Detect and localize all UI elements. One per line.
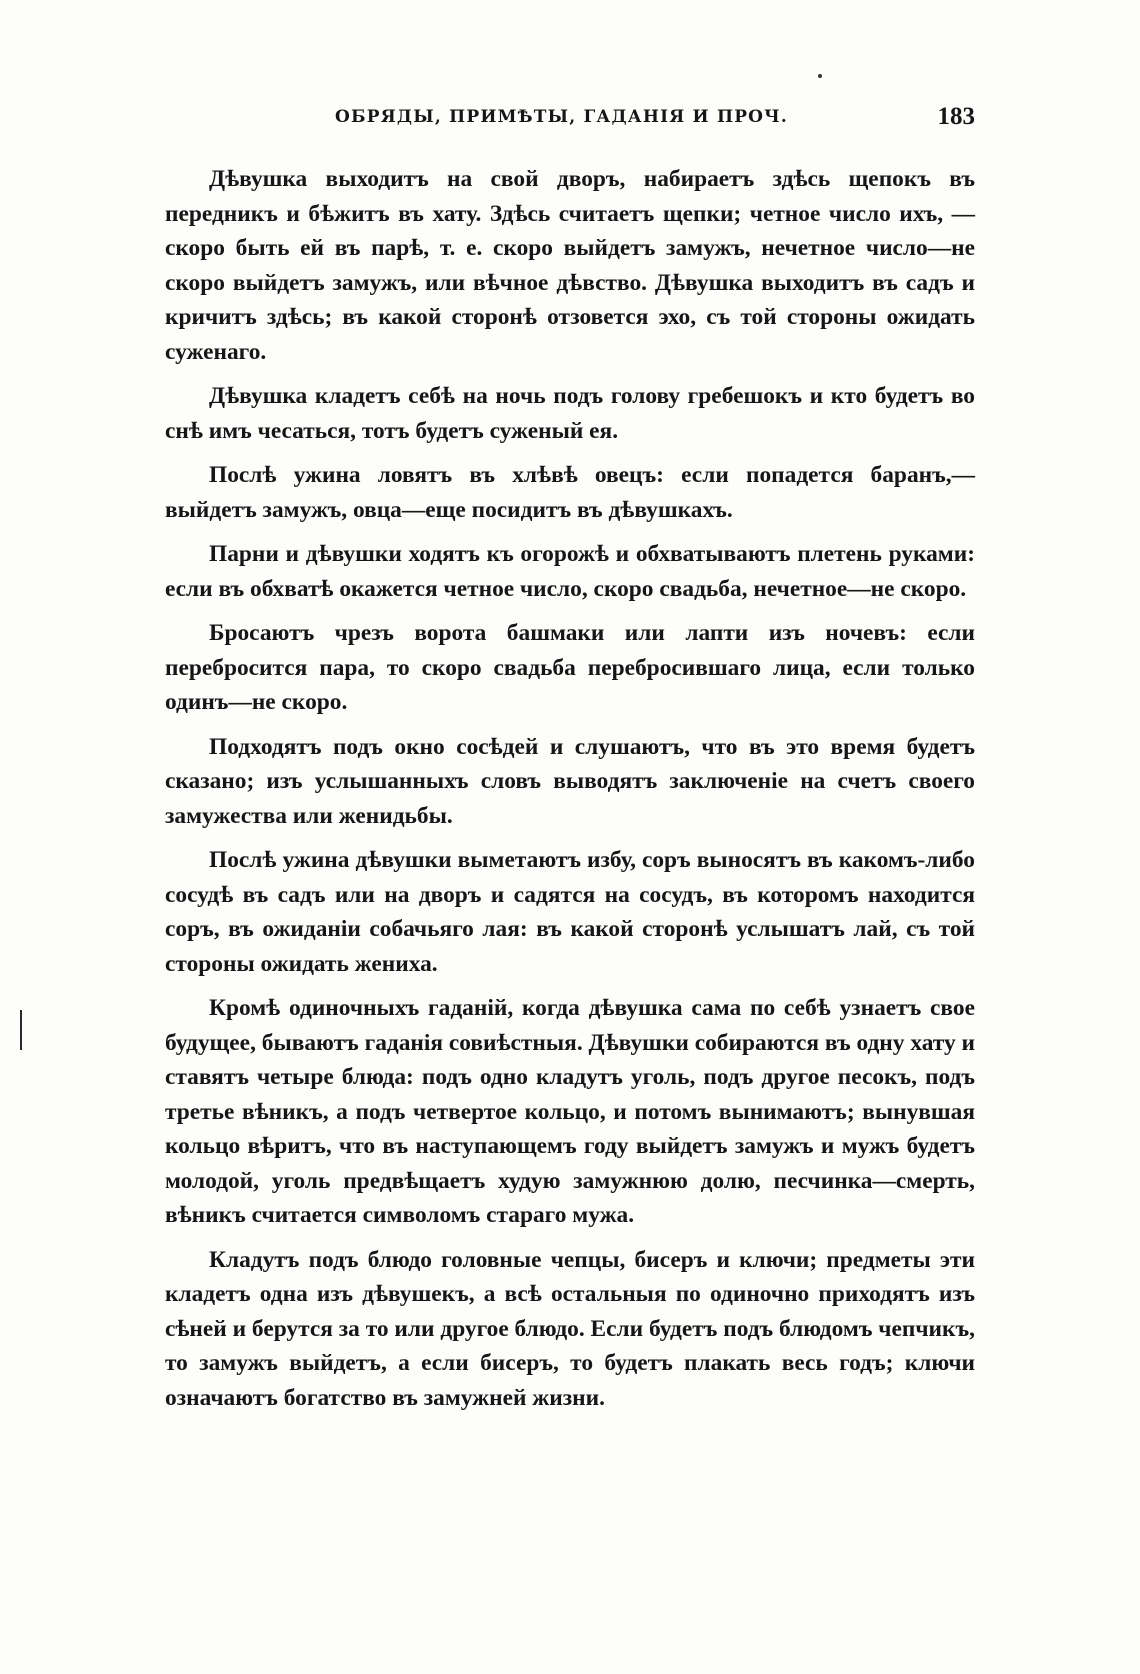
paragraph: Дѣвушка выходитъ на свой дворъ, набираетъ здѣсь щепокъ въ передникъ и бѣжитъ въ хату. Здѣсь считаетъ щепки; четное число ихъ, — скоро быть ей въ парѣ, т. е. скоро выйдетъ замужъ, нечетное число—не скоро выйдетъ замужъ, или вѣчное дѣвство. Дѣвушка выходитъ въ садъ и кричитъ здѣсь; въ какой сторонѣ отзовется эхо, съ той стороны ожидать суженаго. — [165, 166, 975, 365]
paragraph: Парни и дѣвушки ходятъ къ огорожѣ и обхватываютъ плетень руками: если въ обхватѣ окажется четное число, скоро свадьба, нечетное—не скоро. — [165, 541, 975, 602]
page-number: 183 — [937, 103, 975, 130]
running-title: ОБРЯДЫ, ПРИМѢТЫ, ГАДАНІЯ И ПРОЧ. — [335, 107, 789, 127]
paragraph: Послѣ ужина ловятъ въ хлѣвѣ овецъ: если попадется баранъ,— выйдетъ замужъ, овца—еще посидитъ въ дѣвушкахъ. — [165, 462, 975, 523]
paragraph: Бросаютъ чрезъ ворота башмаки или лапти изъ ночевъ: если перебросится пара, то скоро свадьба перебросившаго лица, если только одинъ—не скоро. — [165, 620, 975, 715]
paragraph: Дѣвушка кладетъ себѣ на ночь подъ голову гребешокъ и кто будетъ во снѣ имъ чесаться, тотъ будетъ суженый ея. — [165, 383, 975, 444]
paragraph: Послѣ ужина дѣвушки выметаютъ избу, соръ выносятъ въ какомъ-либо сосудѣ въ садъ или на дворъ и садятся на сосудъ, въ которомъ находится соръ, въ ожиданіи собачьяго лая: въ какой сторонѣ услышатъ лай, съ той стороны ожидать жениха. — [165, 847, 975, 977]
paragraph: Подходятъ подъ окно сосѣдей и слушаютъ, что въ это время будетъ сказано; изъ услышанныхъ словъ выводятъ заключеніе на счетъ своего замужества или женидьбы. — [165, 733, 975, 829]
paragraph: Кладутъ подъ блюдо головные чепцы, бисеръ и ключи; предметы эти кладетъ одна изъ дѣвушекъ, а всѣ остальныя по одиночно приходятъ изъ сѣней и берутся за то или другое блюдо. Если будетъ подъ блюдомъ чепчикъ, то замужъ выйдетъ, а если бисеръ, то будетъ плакать весь годъ; ключи означаютъ богатство въ замужней жизни. — [165, 1246, 975, 1411]
scan-edge-mark — [20, 1010, 22, 1050]
body-text — [165, 162, 975, 1425]
scan-speck — [818, 74, 822, 78]
paragraph: Кромѣ одиночныхъ гаданій, когда дѣвушка сама по себѣ узнаетъ свое будущее, бываютъ гаданія совиѣстныя. Дѣвушки собираются въ одну хату и ставятъ четыре блюда: подъ одно кладутъ уголь, подъ другое песокъ, подъ третье вѣникъ, а подъ четвертое кольцо, и потомъ вынимаютъ; вынувшая кольцо вѣритъ, что въ наступающемъ году выйдетъ замужъ и мужъ будетъ молодой, уголь предвѣщаетъ худую замужнюю долю, песчинка—смерть, вѣникъ считается символомъ стараго мужа. — [165, 995, 975, 1228]
page-header — [335, 103, 975, 137]
